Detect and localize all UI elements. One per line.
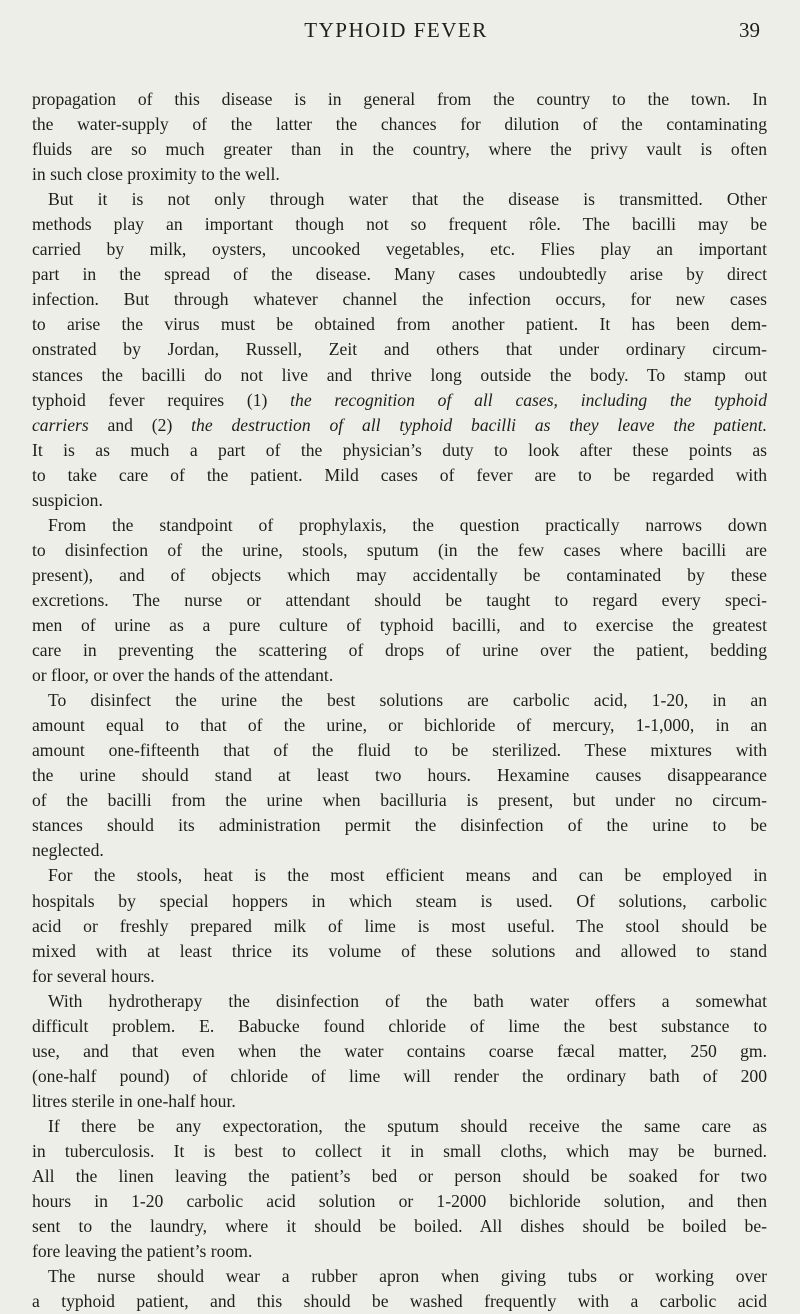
text-line <box>32 838 767 863</box>
body-text <box>32 87 767 1314</box>
text-line <box>32 1239 767 1264</box>
text-run: of the bacilli from the urine when bacilluria is present, but under no circum- <box>32 790 767 811</box>
text-run: amount one-fifteenth that of the fluid to be sterilized. These mixtures with <box>32 740 767 761</box>
text-line <box>32 87 767 112</box>
text-line <box>32 112 767 137</box>
text-line <box>32 1214 767 1239</box>
text-line <box>32 638 767 663</box>
italic-text: the destruction of all typhoid bacilli as they leave the patient. <box>191 414 767 435</box>
paragraph <box>32 1114 767 1264</box>
text-run: present), and of objects which may accidentally be contaminated by these <box>32 564 767 585</box>
text-run: onstrated by Jordan, Russell, Zeit and others that under ordinary circum- <box>32 339 767 360</box>
text-run: excretions. The nurse or attendant should be taught to regard every speci- <box>32 589 767 610</box>
text-run: carried by milk, oysters, uncooked vegetables, etc. Flies play an important <box>32 239 767 260</box>
text-run: With hydrotherapy the disinfection of the bath water offers a somewhat <box>48 990 767 1011</box>
text-run: the water-supply of the latter the chances for dilution of the contaminating <box>32 114 767 135</box>
text-run: neglected. <box>32 840 104 861</box>
text-line <box>32 939 767 964</box>
text-run: difficult problem. E. Babucke found chloride of lime the best substance to <box>32 1015 767 1036</box>
text-line <box>32 463 767 488</box>
text-line <box>32 1039 767 1064</box>
text-line <box>32 989 767 1014</box>
italic-text: the recognition of all cases, including the typhoid <box>290 389 767 410</box>
text-run: men of urine as a pure culture of typhoid bacilli, and to exercise the greatest <box>32 614 767 635</box>
text-line <box>32 488 767 513</box>
text-run: acid or freshly prepared milk of lime is most useful. The stool should be <box>32 915 767 936</box>
page-number: 39 <box>739 18 760 42</box>
text-line <box>32 388 767 413</box>
text-line <box>32 663 767 688</box>
text-line <box>32 337 767 362</box>
text-run: stances should its administration permit the disinfection of the urine to be <box>32 815 767 836</box>
text-run: amount equal to that of the urine, or bichloride of mercury, 1-1,000, in an <box>32 715 767 736</box>
text-run: It is as much a part of the physician’s duty to look after these points as <box>32 439 767 460</box>
text-run: sent to the laundry, where it should be boiled. All dishes should be boiled be- <box>32 1216 767 1237</box>
text-run: All the linen leaving the patient’s bed or person should be soaked for two <box>32 1166 767 1187</box>
text-run: for several hours. <box>32 965 155 986</box>
text-line <box>32 312 767 337</box>
text-line <box>32 1114 767 1139</box>
text-line <box>32 287 767 312</box>
text-run: hours in 1-20 carbolic acid solution or 1-2000 bichloride solution, and then <box>32 1191 767 1212</box>
text-run: fore leaving the patient’s room. <box>32 1241 253 1262</box>
text-run: But it is not only through water that the disease is transmitted. Other <box>48 189 767 210</box>
text-line <box>32 438 767 463</box>
text-run: hospitals by special hoppers in which steam is used. Of solutions, carbolic <box>32 890 767 911</box>
text-line <box>32 162 767 187</box>
paragraph <box>32 1264 767 1314</box>
text-line <box>32 1064 767 1089</box>
text-line <box>32 588 767 613</box>
text-run: litres sterile in one-half hour. <box>32 1090 236 1111</box>
text-line <box>32 363 767 388</box>
text-line <box>32 513 767 538</box>
text-run: the urine should stand at least two hours. Hexamine causes disappearance <box>32 765 767 786</box>
text-run: a typhoid patient, and this should be washed frequently with a carbolic acid <box>32 1291 767 1312</box>
text-run: propagation of this disease is in general from the country to the town. In <box>32 89 767 109</box>
text-line <box>32 964 767 989</box>
text-line <box>32 1289 767 1314</box>
text-line <box>32 813 767 838</box>
text-line <box>32 262 767 287</box>
text-run: methods play an important though not so frequent rôle. The bacilli may be <box>32 214 767 235</box>
text-line <box>32 738 767 763</box>
running-title: TYPHOID FEVER <box>304 18 488 42</box>
text-line <box>32 688 767 713</box>
text-run: care in preventing the scattering of drops of urine over the patient, bedding <box>32 640 767 661</box>
text-run: mixed with at least thrice its volume of these solutions and allowed to stand <box>32 940 767 961</box>
text-line <box>32 1264 767 1289</box>
paragraph <box>32 989 767 1114</box>
text-run: to take care of the patient. Mild cases of fever are to be regarded with <box>32 464 767 485</box>
text-run: to disinfection of the urine, stools, sputum (in the few cases where bacilli are <box>32 539 767 560</box>
text-line <box>32 613 767 638</box>
text-run: If there be any expectoration, the sputum should receive the same care as <box>48 1115 767 1136</box>
text-line <box>32 212 767 237</box>
text-run: (one-half pound) of chloride of lime will render the ordinary bath of 200 <box>32 1065 767 1086</box>
text-line <box>32 863 767 888</box>
running-head <box>32 18 760 44</box>
text-run: stances the bacilli do not live and thrive long outside the body. To stamp out <box>32 364 767 385</box>
text-run: fluids are so much greater than in the country, where the privy vault is often <box>32 139 767 160</box>
text-line <box>32 237 767 262</box>
text-run: to arise the virus must be obtained from another patient. It has been dem- <box>32 314 767 335</box>
text-run: typhoid fever requires (1) <box>32 389 291 410</box>
text-line <box>32 1014 767 1039</box>
paragraph <box>32 513 767 688</box>
text-line <box>32 563 767 588</box>
text-run: in such close proximity to the well. <box>32 164 280 185</box>
text-line <box>32 1164 767 1189</box>
text-line <box>32 763 767 788</box>
text-run: From the standpoint of prophylaxis, the question practically narrows down <box>48 514 767 535</box>
paragraph <box>32 863 767 988</box>
text-run: in tuberculosis. It is best to collect it in small cloths, which may be burned. <box>32 1140 767 1161</box>
text-run: To disinfect the urine the best solutions are carbolic acid, 1-20, in an <box>48 690 767 711</box>
text-line <box>32 1189 767 1214</box>
paragraph <box>32 187 767 513</box>
text-run: and (2) <box>88 414 192 435</box>
text-run: or floor, or over the hands of the attendant. <box>32 665 334 686</box>
text-line <box>32 187 767 212</box>
text-run: suspicion. <box>32 489 103 510</box>
text-run: part in the spread of the disease. Many cases undoubtedly arise by direct <box>32 264 767 285</box>
text-run: infection. But through whatever channel the infection occurs, for new cases <box>32 289 767 310</box>
text-run: For the stools, heat is the most efficient means and can be employed in <box>48 865 767 886</box>
text-line <box>32 914 767 939</box>
italic-text: carriers <box>32 414 89 435</box>
text-run: use, and that even when the water contains coarse fæcal matter, 250 gm. <box>32 1040 767 1061</box>
paragraph <box>32 87 767 187</box>
text-line <box>32 1089 767 1114</box>
text-line <box>32 713 767 738</box>
text-line <box>32 889 767 914</box>
paragraph <box>32 688 767 863</box>
text-line <box>32 1139 767 1164</box>
text-line <box>32 788 767 813</box>
text-line <box>32 538 767 563</box>
text-run: The nurse should wear a rubber apron when giving tubs or working over <box>48 1266 767 1287</box>
text-line <box>32 137 767 162</box>
text-line <box>32 413 767 438</box>
